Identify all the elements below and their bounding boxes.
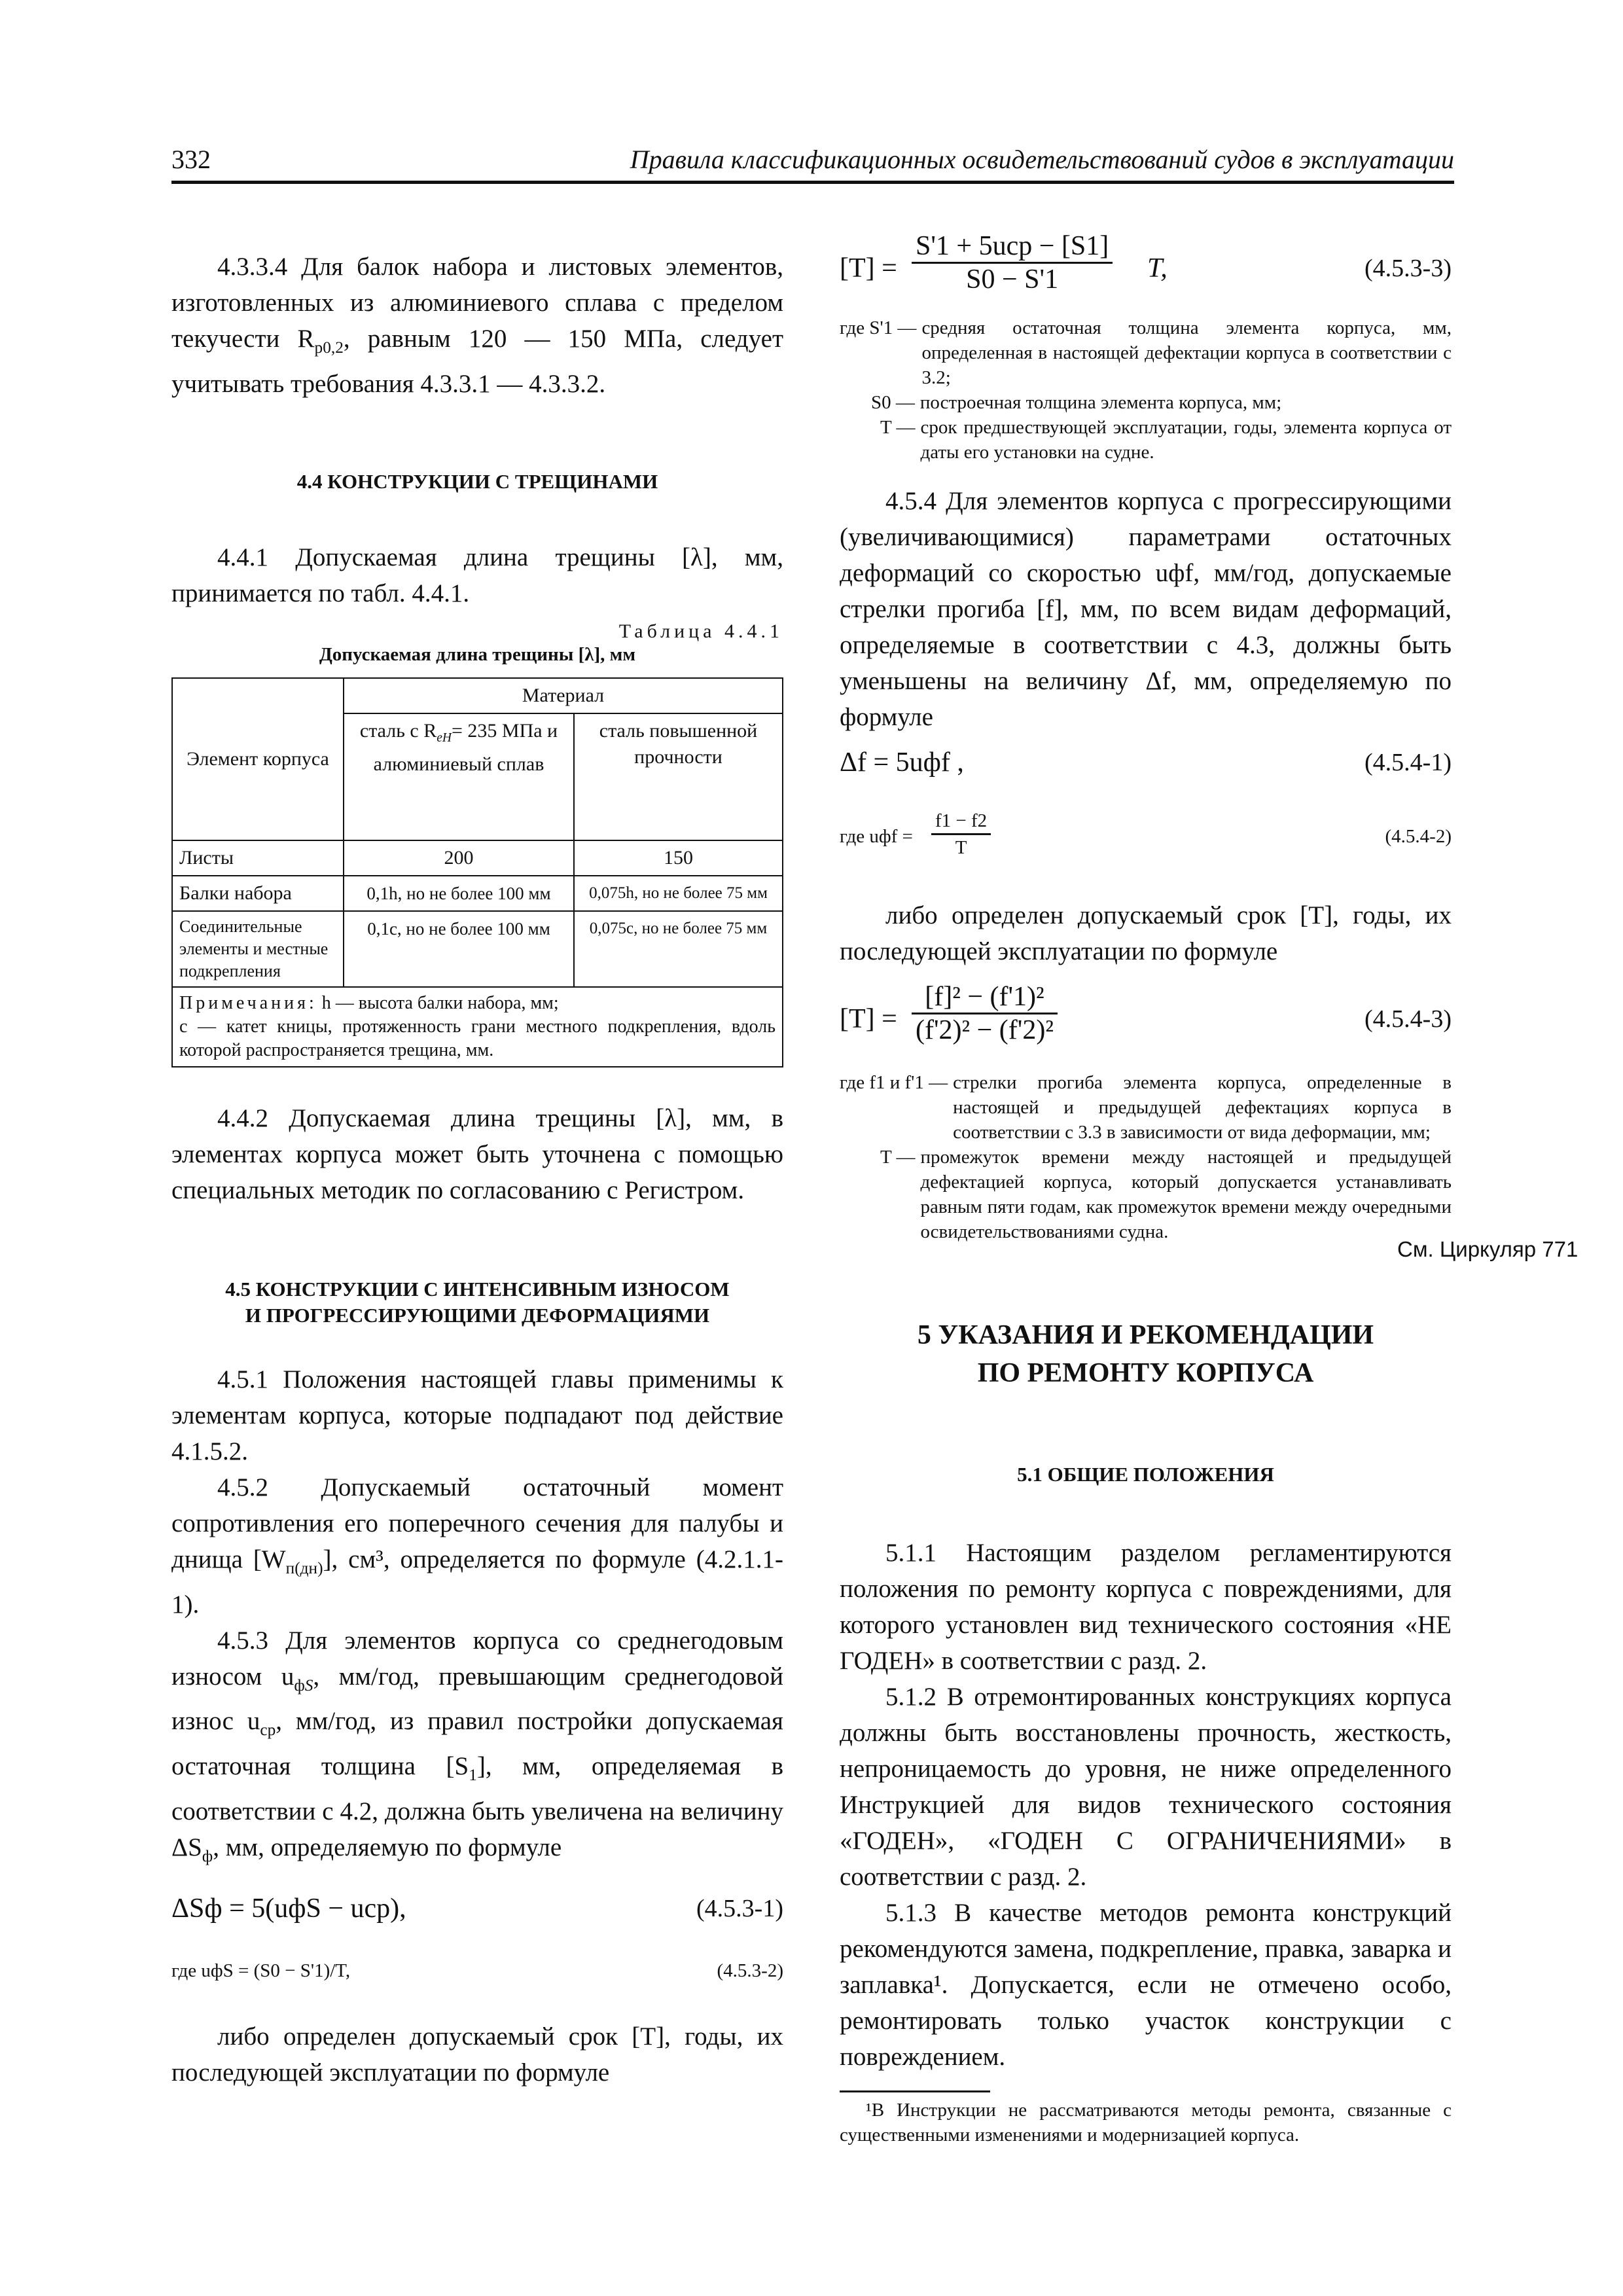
right-column [840,230,1452,2147]
section-heading-4-4: 4.4 КОНСТРУКЦИИ С ТРЕЩИНАМИ [296,469,658,493]
paragraph-4-4-2: 4.4.2 Допускаемая длина трещины [λ], мм, в элементах корпуса может быть уточнена с помощью специальных методик по согласованию с Регистром. [171,1103,783,1204]
table-label: Таблица 4.4.1 [618,620,783,642]
section-heading-5: 5 УКАЗАНИЯ И РЕКОМЕНДАЦИИ ПО РЕМОНТУ КОРПУСА [917,1320,1374,1388]
formula-4-5-4-1: Δf = 5uфf , (4.5.4-1) [840,747,1452,778]
definitions-4-5-3-3: где S'1 — средняя остаточная толщина элемента корпуса, мм, определенная в настоящей дефектации корпуса в соответствии с 3.2; S0 — построечная толщина элемента корпуса, мм; T — срок предшествующей эксплуатации, годы, элемента корпуса от даты его установки на судне. [840,317,1452,463]
definitions-4-5-4-3: где f1 и f'1 — стрелки прогиба элемента корпуса, определенные в настоящей и предыдущей дефектациях корпуса в соответствии с 3.3 в зависимости от вида деформации, мм; T — промежуток времени между настоящей и предыдущей дефектацией корпуса, который допускается устанавливать равным пяти годам, как промежуток времени между очередными освидетельствованиями судна. [840,1072,1452,1242]
table-notes: Примечания: h — высота балки набора, мм; c — катет кницы, протяженность грани местного подкрепления, вдоль которой распространяется трещина, мм. [172,987,783,1067]
footnote: ¹В Инструкции не рассматриваются методы ремонта, связанные с существенными изменениями и модернизацией корпуса. [840,2100,1452,2145]
margin-note: См. Циркуляр 771 [1397,1237,1578,1261]
paragraph-5-1-1: 5.1.1 Настоящим разделом регламентируются положения по ремонту корпуса с повреждениями, для которого установлен вид технического состояния «НЕ ГОДЕН» в соответствии с разд. 2. [840,1539,1452,1675]
table-header-material: Материал [344,678,783,713]
paragraph-4-4-1: 4.4.1 Допускаемая длина трещины [λ], мм, принимается по табл. 4.4.1. [171,543,783,607]
paragraph-either-right: либо определен допускаемый срок [T], годы, их последующей эксплуатации по формуле [840,901,1452,965]
page-number: 332 [171,145,211,174]
table-header-element: Элемент корпуса [172,678,344,840]
formula-4-5-4-2: где uфf = $\frac{f1 - f2}{T}$ (4.5.4-2) [840,806,1452,871]
paragraph-4-5-1: 4.5.1 Положения настоящей главы применимы к элементам корпуса, которые подпадают под действие 4.1.5.2. [171,1365,783,1465]
section-heading-5-1: 5.1 ОБЩИЕ ПОЛОЖЕНИЯ [1017,1463,1274,1486]
table-title: Допускаемая длина трещины [λ], мм [319,643,636,665]
crack-length-table [171,677,783,1067]
section-heading-4-5: 4.5 КОНСТРУКЦИИ С ИНТЕНСИВНЫМ ИЗНОСОМ И ПРОГРЕССИРУЮЩИМИ ДЕФОРМАЦИЯМИ [225,1277,730,1327]
formula-4-5-3-3: [T] = S'1 + 5uср − [S1] S0 − S'1 T, (4.5.3-3) [840,231,1452,295]
formula-4-5-4-3: [T] = $\frac{\text{[f]² − (f'1)²}}{\text{(f'2)² − (f'2)²}}$ (4.5.4-3) [840,982,1452,1045]
table-row: Листы 200 150 [172,840,783,876]
running-title: Правила классификационных освидетельствований судов в эксплуатации [630,145,1454,174]
paragraph-4-3-3-4: 4.3.3.4 Для балок набора и листовых элементов, изготовленных из алюминиевого сплава с пределом текучести $R_{p0,2}$, равным 120 — 150 МПа, следует учитывать требования 4.3.3.1 — 4.3.3.2. [171,253,783,398]
table-row: Балки набора 0,1h, но не более 100 мм 0,075h, но не более 75 мм [172,876,783,911]
paragraph-4-5-3: 4.5.3 Для элементов корпуса со среднегодовым износом $u_{фS}$, мм/год, превышающим среднегодовой износ $u_{ср}$, мм/год, из правил постройки допускаемая остаточная толщина $[S_1]$, мм, определяемая в соответствии с 4.2, должна быть увеличена на величину $\Delta S_ф$, мм, определяемую по формуле [171,1626,784,1865]
formula-4-5-3-2: где uфS = (S0 − S'1)/T, (4.5.3-2) [171,1960,783,1981]
table-header-hs-steel: сталь повышенной прочности [574,713,783,840]
footnote-rule [840,2090,990,2092]
formula-4-5-3-1: ΔSф = 5(uфS − uср), (4.5.3-1) [171,1893,783,1924]
paragraph-4-5-4: 4.5.4 Для элементов корпуса с прогрессирующими (увеличивающимися) параметрами остаточных деформаций со скоростью uфf, мм/год, допускаемые стрелки прогиба [f], мм, по всем видам деформаций, определяемые в соответствии с 4.3, должны быть уменьшены на величину Δf, мм, определяемую по формуле [840,487,1452,731]
paragraph-either-left: либо определен допускаемый срок [T], годы, их последующей эксплуатации по формуле [171,2022,783,2087]
table-header-steel-alu: сталь с $R_{eH}= 235$ МПа и алюминиевый сплав [344,713,574,840]
paragraph-5-1-2: 5.1.2 В отремонтированных конструкциях корпуса должны быть восстановлены прочность, жесткость, непроницаемость до уровня, не ниже определенного Инструкцией для видов технического состояния «ГОДЕН», «ГОДЕН С ОГРАНИЧЕНИЯМИ» в соответствии с разд. 2. [840,1683,1452,1891]
table-row: Соединительные элементы и местные подкрепления 0,1c, но не более 100 мм 0,075c, но не более 75 мм [172,911,783,987]
paragraph-4-5-2: 4.5.2 Допускаемый остаточный момент сопротивления его поперечного сечения для палубы и днища $[W_{п(дн)}]$, см³, определяется по формуле (4.2.1.1-1). [171,1473,783,1619]
page-header [171,139,1454,184]
left-column [171,249,783,2090]
paragraph-5-1-3: 5.1.3 В качестве методов ремонта конструкций рекомендуются замена, подкрепление, правка, заварка и заплавка¹. Допускается, если не отмечено особо, ремонтировать только участок конструкции с повреждением. [840,1899,1452,2071]
